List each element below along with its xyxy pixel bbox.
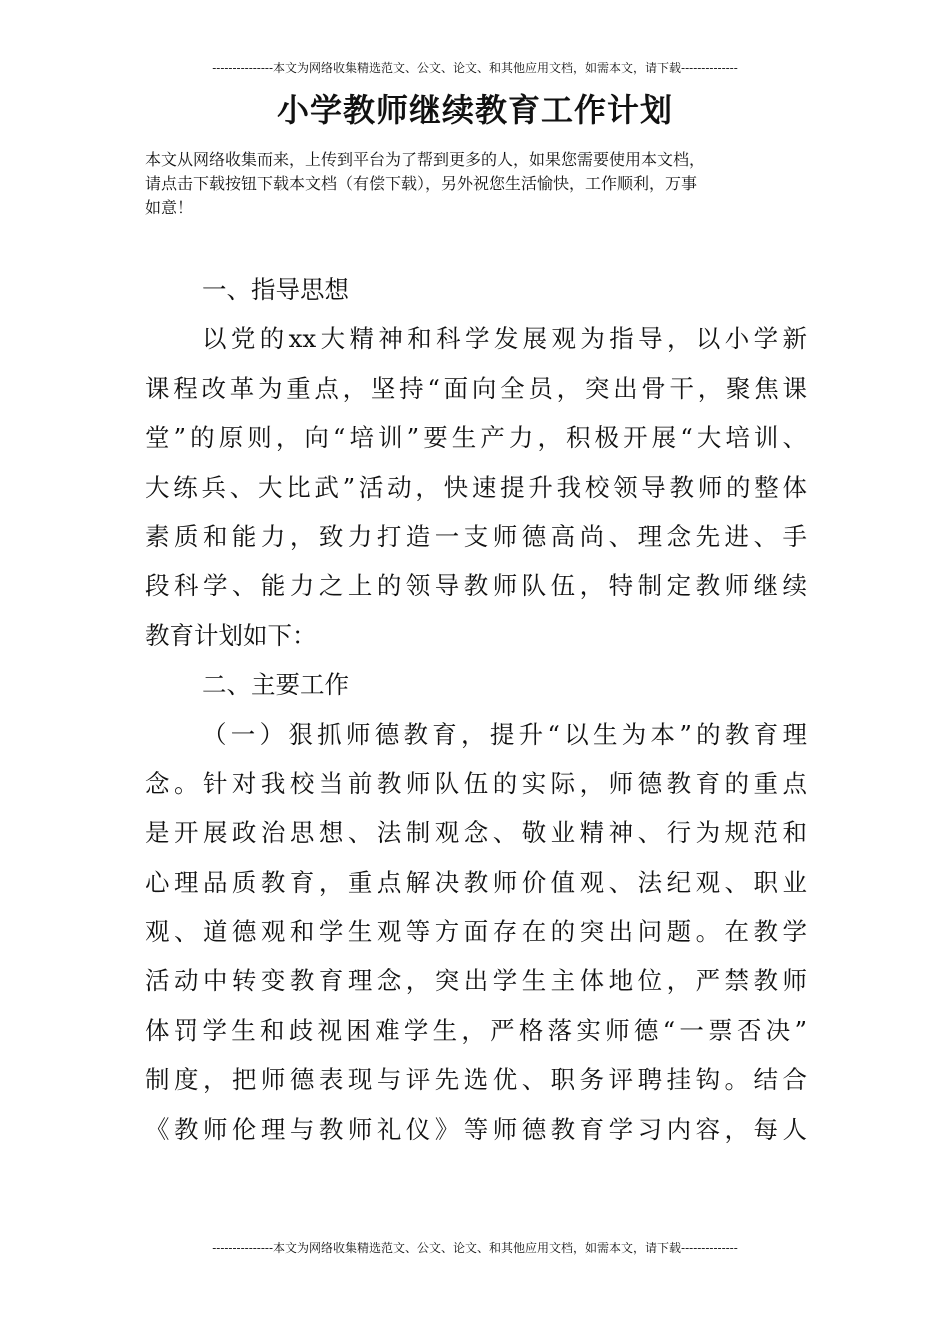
- footer-banner: ---------------本文为网络收集精选范文、公文、论文、和其他应用文档，如需本文，请下载--------------: [212, 1241, 738, 1255]
- body-line: 课程改革为重点，坚持“面向全员，突出骨干，聚焦课: [145, 373, 807, 403]
- intro-line: 请点击下载按钮下载本文档（有偿下载），另外祝您生活愉快，工作顺利，万事: [145, 174, 698, 193]
- header-banner: ---------------本文为网络收集精选范文、公文、论文、和其他应用文档，如需本文，请下载--------------: [212, 61, 738, 75]
- body-line: 大练兵、大比武”活动，快速提升我校领导教师的整体: [145, 472, 807, 502]
- body-line: （一）狠抓师德教育，提升“以生为本”的教育理: [202, 719, 807, 749]
- body-line: 心理品质教育，重点解决教师价值观、法纪观、职业: [145, 867, 807, 897]
- body-line: 体罚学生和歧视困难学生，严格落实师德“一票否决”: [145, 1015, 807, 1045]
- body-line: 念。针对我校当前教师队伍的实际，师德教育的重点: [145, 768, 807, 798]
- section-heading-guiding-ideology: 一、指导思想: [202, 275, 349, 304]
- body-line: 教育计划如下：: [145, 620, 317, 650]
- body-line: 是开展政治思想、法制观念、敬业精神、行为规范和: [145, 818, 807, 848]
- body-line: 观、道德观和学生观等方面存在的突出问题。在教学: [145, 917, 807, 947]
- body-line: 段科学、能力之上的领导教师队伍，特制定教师继续: [145, 571, 807, 601]
- body-line: 《教师伦理与教师礼仪》等师德教育学习内容，每人: [145, 1114, 807, 1144]
- body-line: 以党的xx大精神和科学发展观为指导，以小学新: [202, 324, 807, 354]
- intro-paragraph: [145, 148, 807, 220]
- section-heading-main-work: 二、主要工作: [202, 670, 349, 700]
- document-title: 小学教师继续教育工作计划: [276, 91, 673, 129]
- body-line: 活动中转变教育理念，突出学生主体地位，严禁教师: [145, 966, 807, 996]
- body-line: 素质和能力，致力打造一支师德高尚、理念先进、手: [145, 521, 807, 551]
- intro-line: 如意！: [145, 198, 194, 217]
- intro-line: 本文从网络收集而来，上传到平台为了帮到更多的人，如果您需要使用本文档，: [145, 150, 706, 169]
- body-line: 制度，把师德表现与评先选优、职务评聘挂钩。结合: [145, 1065, 807, 1095]
- document-body: [145, 265, 807, 1154]
- body-line: 堂”的原则，向“培训”要生产力，积极开展“大培训、: [145, 423, 807, 453]
